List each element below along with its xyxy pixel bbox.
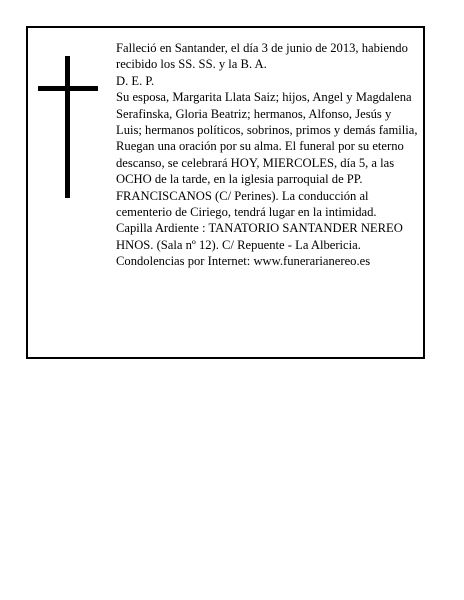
condolences-line: Condolencias por Internet: www.funerarianereo.es — [116, 254, 371, 269]
rip-line: D. E. P. — [116, 73, 155, 88]
chapel-details: Capilla Ardiente : TANATORIO SANTANDER NEREO HNOS. (Sala nº 12). C/ Repuente - La Albericia. — [116, 221, 403, 252]
cross-horizontal-bar — [38, 86, 98, 91]
funeral-details: Ruegan una oración por su alma. El funeral por su eterno descanso, se celebrará HOY, MIERCOLES, día 5, a las OCHO de la tarde, en la iglesia parroquial de PP. FRANCISCANOS (C/ Perines). La conducción al cementerio de Ciriego, tendrá lugar en la intimidad. — [116, 139, 404, 220]
obituary-notice — [26, 26, 425, 359]
cross-vertical-bar — [65, 56, 70, 198]
death-announcement: Falleció en Santander, el día 3 de junio de 2013, habiendo recibido los SS. SS. y la B. A. — [116, 41, 408, 72]
family-list: Su esposa, Margarita Llata Saiz; hijos, Angel y Magdalena Serafinska, Gloria Beatriz; hermanos, Alfonso, Jesús y Luis; hermanos políticos, sobrinos, primos y demás familia, — [116, 90, 418, 138]
cross-icon — [38, 56, 98, 198]
notice-text — [116, 40, 418, 270]
